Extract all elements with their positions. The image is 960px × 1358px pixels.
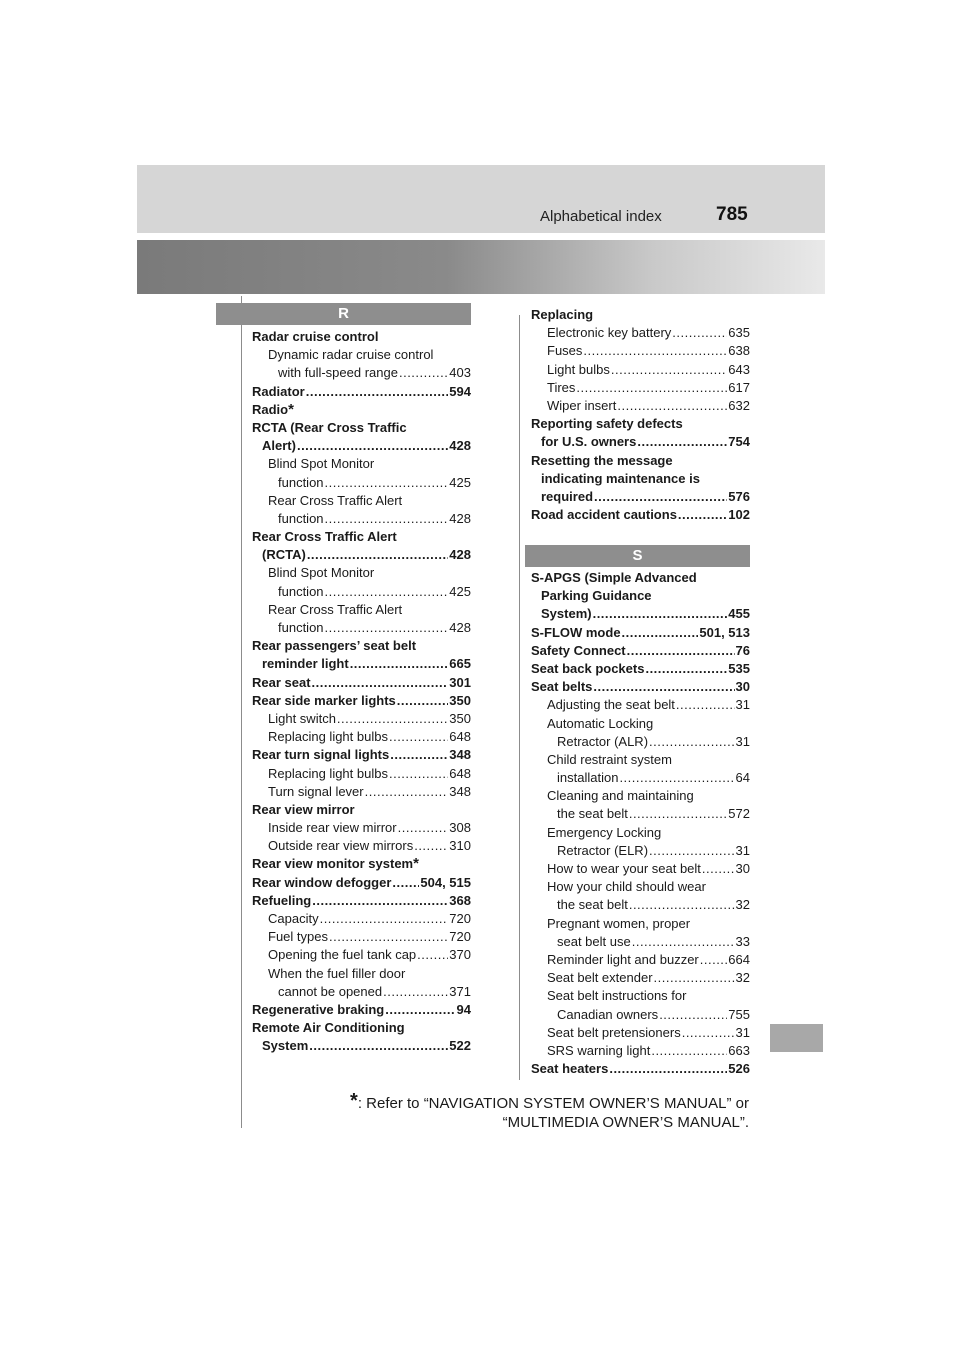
entry-text: System): [541, 606, 592, 622]
dot-leader: [297, 437, 448, 455]
entry-text: Rear view mirror: [252, 801, 355, 817]
index-entry: [531, 805, 750, 823]
entry-text: Blind Spot Monitor: [268, 565, 375, 581]
entry-text: Alert): [262, 438, 296, 454]
dot-leader: [637, 433, 727, 451]
index-entry: [531, 324, 750, 342]
index-entry: [252, 546, 471, 564]
entry-page: 526: [728, 1061, 750, 1077]
index-entry: [252, 692, 471, 710]
entry-text: (RCTA): [262, 547, 306, 563]
dot-leader: [649, 842, 735, 860]
index-entry: [531, 452, 750, 470]
entry-page: 94: [456, 1001, 471, 1017]
index-entry: [531, 379, 750, 397]
entry-page: 635: [728, 325, 750, 341]
entry-page: 310: [449, 838, 471, 854]
dot-leader: [320, 910, 449, 928]
entry-text: Seat belt pretensioners: [547, 1024, 681, 1040]
index-entry: [252, 965, 471, 983]
entry-page: 455: [728, 606, 750, 622]
entry-page: 428: [449, 620, 471, 635]
footnote: [229, 1090, 749, 1132]
entry-text: Radio: [252, 401, 289, 417]
column-divider: [519, 315, 520, 1080]
index-entry: [252, 419, 471, 437]
entry-page: 32: [735, 897, 750, 913]
entry-page: 425: [449, 583, 471, 599]
index-entry: [252, 528, 471, 546]
entry-text: Reminder light and buzzer: [547, 951, 699, 967]
dot-leader: [414, 837, 448, 855]
entry-text: When the fuel filler door: [268, 965, 406, 981]
dot-leader: [700, 951, 728, 969]
entry-text: Rear Cross Traffic Alert: [252, 529, 397, 545]
index-entry: [531, 824, 750, 842]
dot-leader: [383, 983, 448, 1001]
entry-page: 368: [449, 892, 471, 908]
index-entry: [252, 619, 471, 637]
dot-leader: [678, 506, 727, 524]
dot-leader: [702, 860, 735, 878]
entry-text: Fuel types: [268, 929, 328, 945]
entry-text: reminder light: [262, 656, 349, 672]
index-entry: [531, 506, 750, 524]
index-entry: [531, 696, 750, 714]
index-entry: [531, 951, 750, 969]
section-header-s: S: [525, 545, 750, 567]
dot-leader: [392, 874, 419, 892]
dot-leader: [312, 674, 449, 692]
dot-leader: [619, 769, 734, 787]
index-entry: [252, 328, 471, 346]
entry-text: Rear seat: [252, 674, 311, 690]
entry-text: Rear Cross Traffic Alert: [268, 492, 403, 508]
dot-leader: [385, 1001, 455, 1019]
entry-text: Opening the fuel tank cap: [268, 947, 417, 963]
index-entry: [252, 928, 471, 946]
dot-leader: [325, 474, 449, 492]
index-entry: [252, 765, 471, 783]
index-entry: [531, 1042, 750, 1060]
dot-leader: [632, 933, 735, 951]
index-entry: [531, 470, 750, 488]
index-entry: [252, 564, 471, 582]
index-entry: [531, 969, 750, 987]
entry-page: 648: [449, 765, 471, 781]
entry-text: Replacing light bulbs: [268, 729, 388, 745]
dot-leader: [629, 896, 735, 914]
dot-leader: [329, 928, 448, 946]
entry-text: Retractor (ELR): [557, 842, 649, 858]
index-entry: [252, 655, 471, 673]
index-entry: [531, 587, 750, 605]
entry-page: 535: [728, 660, 750, 676]
footnote-star: *: [350, 1090, 358, 1112]
entry-page: 501, 513: [699, 624, 750, 640]
entry-text: Capacity: [268, 911, 319, 926]
entry-text: Refueling: [252, 892, 312, 908]
entry-text: Radiator: [252, 383, 305, 399]
dot-leader: [676, 696, 735, 714]
index-entry: Rear view monitor system *: [252, 855, 419, 873]
index-entry: [531, 342, 750, 360]
entry-page: 720: [449, 911, 471, 926]
dot-leader: [583, 342, 727, 360]
entry-page: 755: [728, 1006, 750, 1022]
entry-text: S-APGS (Simple Advanced: [531, 570, 697, 585]
entry-text: Rear Cross Traffic Alert: [268, 601, 403, 617]
entry-page: 348: [449, 747, 471, 763]
entry-page: 425: [449, 474, 471, 490]
index-entry: [252, 510, 471, 528]
index-entry: [252, 455, 471, 473]
entry-text: Blind Spot Monitor: [268, 456, 375, 472]
entry-text: Electronic key battery: [547, 325, 672, 341]
index-entry: [252, 637, 471, 655]
entry-page: 64: [735, 770, 750, 786]
entry-text: Tires: [547, 379, 576, 395]
entry-page: 350: [449, 710, 471, 726]
index-entry: [531, 678, 750, 696]
dot-leader: [365, 783, 449, 801]
entry-text: Rear side marker lights: [252, 692, 396, 708]
entry-text: required: [541, 488, 594, 504]
dot-leader: [309, 1037, 448, 1055]
entry-page: 30: [735, 679, 750, 695]
index-entry: [252, 1037, 471, 1055]
entry-text: the seat belt: [557, 897, 628, 913]
entry-text: Rear turn signal lights: [252, 747, 390, 763]
entry-text: Seat belt instructions for: [547, 988, 687, 1004]
section-header-r: R: [216, 303, 471, 325]
dot-leader: [593, 605, 728, 623]
index-column-left: [252, 328, 471, 1056]
entry-text: installation: [557, 770, 619, 786]
entry-text: SRS warning light: [547, 1042, 651, 1058]
index-entry: [531, 415, 750, 433]
index-entry: [531, 769, 750, 787]
dot-leader: [312, 892, 448, 910]
dot-leader: [417, 946, 448, 964]
dot-leader: [617, 397, 727, 415]
entry-text: Seat belts: [531, 679, 593, 695]
entry-text: Wiper insert: [547, 397, 617, 413]
dot-leader: [611, 361, 727, 379]
index-entry: [531, 842, 750, 860]
decorative-band: [137, 240, 825, 294]
index-entry: [252, 983, 471, 1001]
dot-leader: [594, 488, 727, 506]
entry-text: Emergency Locking: [547, 824, 662, 840]
entry-text: Adjusting the seat belt: [547, 697, 675, 713]
entry-page: 33: [735, 933, 750, 949]
entry-text: Parking Guidance: [541, 588, 652, 604]
index-entry: [531, 860, 750, 878]
dot-leader: [325, 583, 449, 601]
index-column-right-s: [531, 569, 750, 1078]
dot-leader: [651, 1042, 727, 1060]
index-entry: [531, 1060, 750, 1078]
entry-page: 350: [449, 692, 471, 708]
index-entry: [531, 433, 750, 451]
entry-text: seat belt use: [557, 933, 631, 949]
entry-text: Inside rear view mirror: [268, 820, 397, 836]
dot-leader: [389, 728, 448, 746]
dot-leader: [629, 805, 727, 823]
entry-page: 31: [735, 697, 750, 713]
index-entry: [531, 569, 750, 587]
entry-text: with full-speed range: [278, 365, 398, 381]
entry-text: function: [278, 620, 324, 635]
dot-leader: [649, 733, 735, 751]
entry-page: 32: [735, 970, 750, 986]
entry-page: 348: [449, 783, 471, 799]
entry-text: Seat belt extender: [547, 970, 653, 986]
entry-text: Seat back pockets: [531, 660, 645, 676]
index-entry: [531, 915, 750, 933]
index-entry: [252, 383, 471, 401]
index-entry: [252, 801, 471, 819]
index-entry: [252, 910, 471, 928]
dot-leader: [389, 765, 448, 783]
entry-text: Light bulbs: [547, 361, 610, 377]
dot-leader: [622, 624, 699, 642]
index-entry: [531, 1006, 750, 1024]
entry-text: Retractor (ALR): [557, 733, 649, 749]
entry-page: 428: [449, 510, 471, 526]
index-entry: [252, 346, 471, 364]
index-entry: [252, 728, 471, 746]
entry-page: 638: [728, 343, 750, 359]
entry-text: the seat belt: [557, 806, 628, 822]
index-entry: [252, 674, 471, 692]
dot-leader: [307, 546, 448, 564]
entry-text: Safety Connect: [531, 642, 626, 658]
entry-text: How to wear your seat belt: [547, 861, 701, 876]
entry-text: Child restraint system: [547, 751, 672, 767]
index-entry: [252, 946, 471, 964]
entry-text: Replacing light bulbs: [268, 765, 388, 781]
entry-page: 428: [449, 547, 471, 563]
entry-page: 594: [449, 383, 471, 399]
index-entry: [252, 892, 471, 910]
index-entry: [252, 874, 471, 892]
dot-leader: [672, 324, 727, 342]
entry-text: RCTA (Rear Cross Traffic: [252, 419, 407, 435]
entry-text: System: [262, 1038, 309, 1054]
entry-page: 663: [728, 1042, 750, 1058]
entry-page: 428: [449, 438, 471, 454]
entry-page: 504, 515: [420, 874, 471, 890]
entry-text: function: [278, 583, 324, 599]
entry-text: Remote Air Conditioning: [252, 1020, 405, 1036]
index-entry: [531, 896, 750, 914]
page-number: 785: [716, 204, 748, 225]
header-title: Alphabetical index: [540, 208, 662, 225]
entry-text: Pregnant women, proper: [547, 915, 691, 931]
entry-page: 301: [449, 674, 471, 690]
index-entry: [531, 715, 750, 733]
index-entry: [252, 1019, 471, 1037]
entry-text: Road accident cautions: [531, 507, 677, 523]
entry-page: 754: [728, 434, 750, 450]
dot-leader: [682, 1024, 735, 1042]
index-entry: [252, 601, 471, 619]
left-margin-rule: [241, 296, 242, 1128]
entry-page: 648: [449, 729, 471, 745]
index-column-right-r: [531, 306, 750, 524]
entry-page: 76: [735, 642, 750, 658]
entry-text: Replacing: [531, 307, 594, 322]
entry-page: 30: [735, 861, 750, 876]
entry-text: S-FLOW mode: [531, 624, 621, 640]
index-entry: Radio *: [252, 400, 294, 418]
index-entry: [531, 1024, 750, 1042]
dot-leader: [576, 379, 727, 397]
index-entry: [531, 787, 750, 805]
dot-leader: [593, 678, 734, 696]
index-entry: [252, 837, 471, 855]
index-entry: [531, 660, 750, 678]
dot-leader: [399, 364, 448, 382]
entry-text: Cleaning and maintaining: [547, 788, 694, 804]
entry-page: 632: [728, 397, 750, 413]
footnote-line-1: : Refer to “NAVIGATION SYSTEM OWNER’S MANUAL” or: [357, 1095, 749, 1112]
entry-text: Dynamic radar cruise control: [268, 347, 434, 363]
footnote-line-2: “MULTIMEDIA OWNER’S MANUAL”.: [502, 1114, 749, 1131]
entry-text: indicating maintenance is: [541, 470, 700, 486]
index-entry: [531, 488, 750, 506]
entry-text: Radar cruise control: [252, 329, 379, 344]
entry-page: 308: [449, 820, 471, 836]
dot-leader: [337, 710, 448, 728]
entry-page: 371: [449, 983, 471, 999]
entry-page: 665: [449, 656, 471, 672]
index-entry: [531, 361, 750, 379]
entry-text: cannot be opened: [278, 983, 383, 999]
entry-text: How your child should wear: [547, 879, 706, 895]
index-entry: [531, 987, 750, 1005]
index-entry: [252, 783, 471, 801]
index-entry: [531, 733, 750, 751]
entry-page: 31: [735, 1024, 750, 1040]
dot-leader: [645, 660, 727, 678]
index-entry: [252, 1001, 471, 1019]
index-entry: [252, 474, 471, 492]
entry-text: Canadian owners: [557, 1006, 659, 1022]
entry-page: 572: [728, 806, 750, 822]
entry-page: 617: [728, 379, 750, 395]
index-entry: [252, 819, 471, 837]
dot-leader: [325, 510, 449, 528]
index-entry: [531, 306, 750, 324]
dot-leader: [609, 1060, 727, 1078]
index-entry: [531, 397, 750, 415]
entry-text: Regenerative braking: [252, 1001, 385, 1017]
entry-text: Automatic Locking: [547, 715, 654, 731]
index-entry: [252, 710, 471, 728]
entry-text: Seat heaters: [531, 1061, 609, 1077]
entry-text: Light switch: [268, 710, 336, 726]
dot-leader: [390, 746, 448, 764]
entry-page: 102: [728, 507, 750, 523]
entry-page: 370: [449, 947, 471, 963]
index-entry: [252, 583, 471, 601]
entry-page: 31: [735, 842, 750, 858]
entry-page: 576: [728, 488, 750, 504]
entry-page: 403: [449, 365, 471, 381]
index-entry: [531, 878, 750, 896]
index-entry: [531, 642, 750, 660]
index-entry: [252, 364, 471, 382]
entry-text: Reporting safety defects: [531, 416, 683, 432]
index-entry: [252, 437, 471, 455]
entry-text: Turn signal lever: [268, 783, 364, 799]
dot-leader: [654, 969, 735, 987]
dot-leader: [350, 655, 449, 673]
entry-page: 664: [728, 951, 750, 967]
entry-text: function: [278, 510, 324, 526]
entry-page: 31: [735, 733, 750, 749]
entry-page: 643: [728, 361, 750, 377]
dot-leader: [659, 1006, 727, 1024]
entry-page: 720: [449, 929, 471, 945]
index-entry: [252, 746, 471, 764]
dot-leader: [398, 819, 449, 837]
entry-text: function: [278, 474, 324, 490]
entry-text: Rear view monitor system: [252, 856, 414, 872]
index-entry: [531, 605, 750, 623]
entry-text: Resetting the message: [531, 452, 673, 468]
entry-text: Rear window defogger: [252, 874, 392, 890]
side-tab: [770, 1024, 823, 1052]
index-entry: [531, 933, 750, 951]
entry-text: for U.S. owners: [541, 434, 637, 450]
dot-leader: [325, 619, 449, 637]
index-entry: [252, 492, 471, 510]
index-entry: [531, 751, 750, 769]
dot-leader: [306, 383, 449, 401]
entry-text: Outside rear view mirrors: [268, 838, 414, 854]
entry-text: Rear passengers’ seat belt: [252, 638, 417, 654]
dot-leader: [627, 642, 735, 660]
entry-text: Fuses: [547, 343, 583, 359]
dot-leader: [397, 692, 449, 710]
index-entry: [531, 624, 750, 642]
entry-page: 522: [449, 1038, 471, 1054]
